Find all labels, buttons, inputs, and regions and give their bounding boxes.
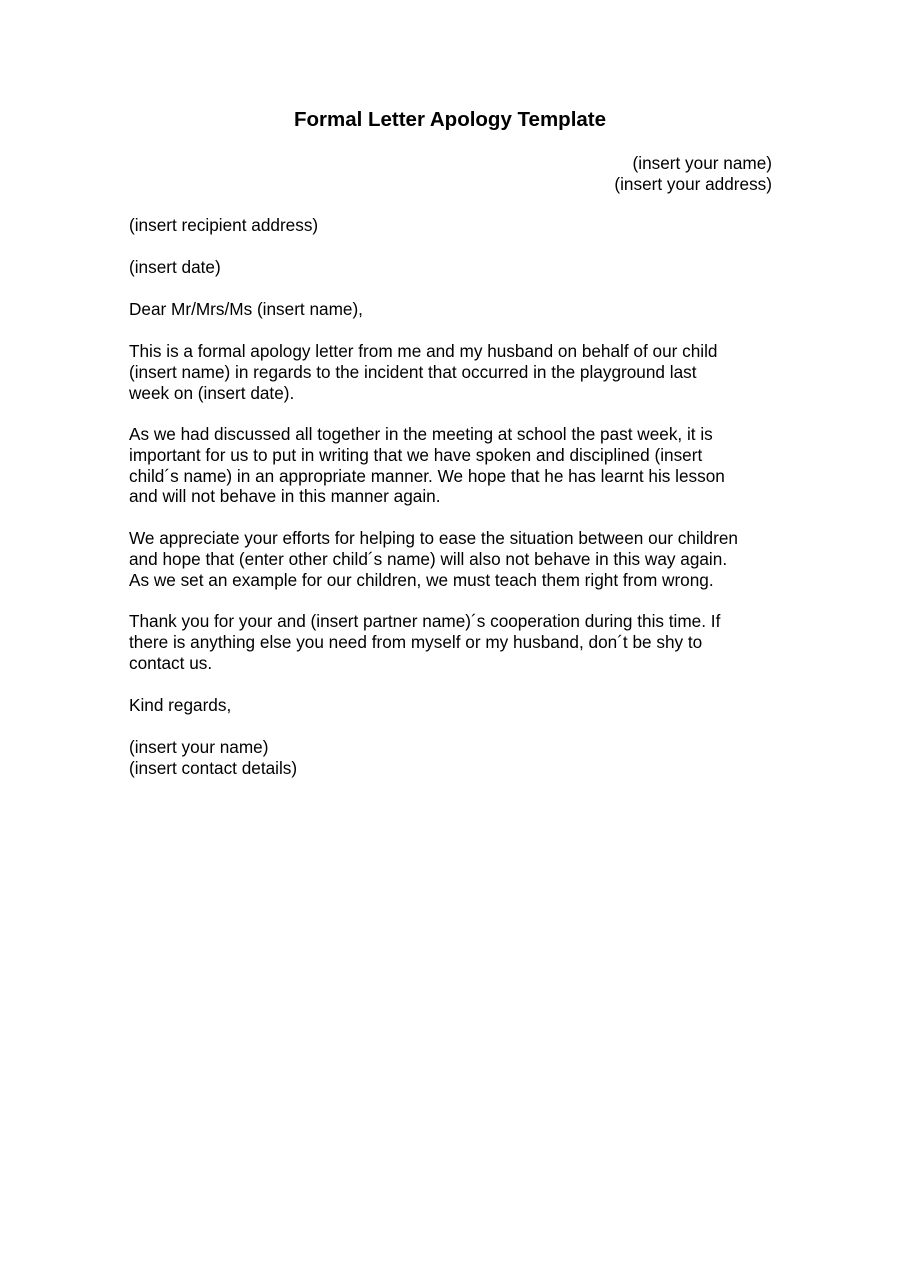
letter-date: (insert date) [129, 257, 221, 277]
signature-name: (insert your name) [129, 737, 269, 757]
salutation: Dear Mr/Mrs/Ms (insert name), [129, 299, 363, 319]
paragraph-3: We appreciate your efforts for helping to ease the situation between our children and hope that (enter other child´s name) will also not behave in this way again. As we set an example for our children, we must teach them right from wrong. [129, 528, 738, 590]
signature-block [129, 737, 779, 779]
sender-block [614, 153, 772, 195]
signature-contact: (insert contact details) [129, 757, 298, 778]
document-title: Formal Letter Apology Template [293, 108, 607, 131]
sender-name: (insert your name) [632, 153, 772, 173]
paragraph-1: This is a formal apology letter from me and my husband on behalf of our child (insert name) in regards to the incident that occurred in the playground last week on (insert date). [129, 341, 718, 403]
paragraph-4: Thank you for your and (insert partner name)´s cooperation during this time. If there is anything else you need from myself or my husband, don´t be shy to contact us. [129, 611, 721, 673]
sender-address: (insert your address) [614, 173, 772, 194]
recipient-address: (insert recipient address) [129, 215, 319, 235]
paragraph-2: As we had discussed all together in the meeting at school the past week, it is important for us to put in writing that we have spoken and disciplined (insert child´s name) in an appropriate manner. We hope that he has learnt his lesson and will not behave in this manner again. [129, 424, 725, 507]
closing: Kind regards, [129, 695, 232, 715]
